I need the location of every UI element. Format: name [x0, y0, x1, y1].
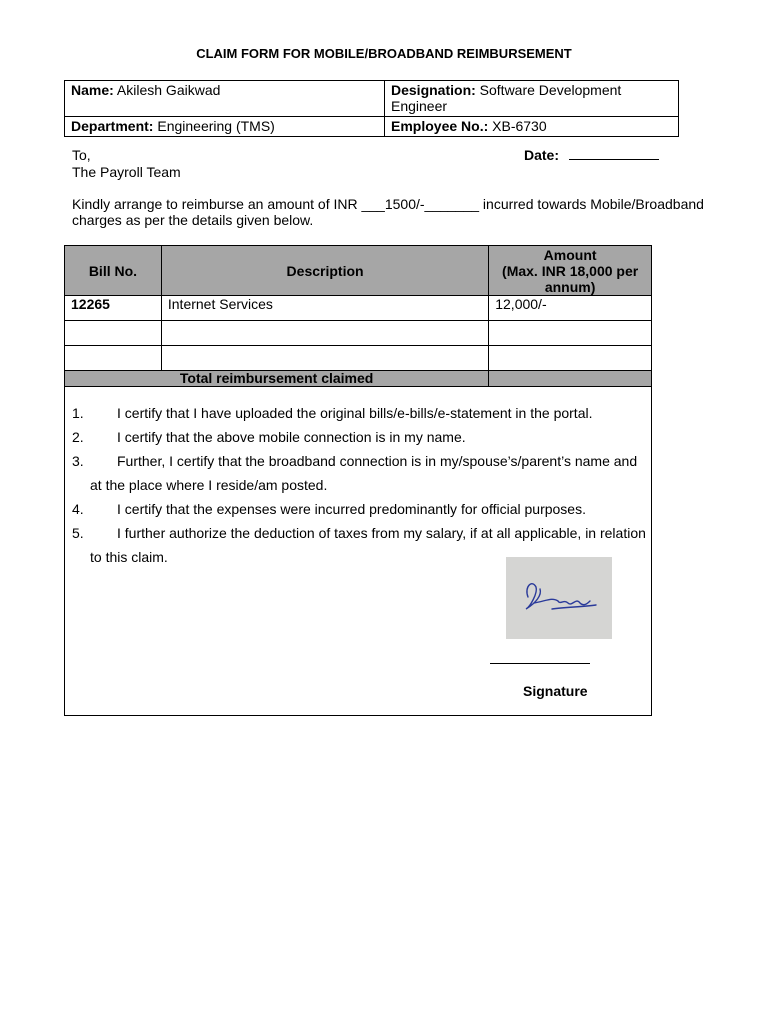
item-number: 2.: [72, 429, 84, 445]
list-item: [72, 497, 647, 521]
list-item: [72, 449, 647, 497]
header-amount-line1: Amount: [543, 246, 597, 263]
employee-no-cell: [385, 117, 679, 137]
description-cell: [161, 346, 488, 371]
designation-label: Designation:: [391, 82, 476, 98]
recipient: The Payroll Team: [72, 164, 181, 180]
bills-table: [64, 245, 652, 387]
item-text: I further authorize the deduction of taxes from my salary, if at all applicable, in relation: [117, 525, 646, 541]
table-row: [65, 321, 652, 346]
description-cell: Internet Services: [161, 296, 488, 321]
item-continuation: at the place where I reside/am posted.: [90, 477, 328, 493]
to-label: To,: [72, 147, 91, 163]
addressee-block: [72, 147, 181, 181]
bill-no-cell: 12265: [65, 296, 162, 321]
total-label: Total reimbursement claimed: [65, 371, 489, 387]
date-field: [524, 147, 659, 163]
signature-line: [490, 663, 590, 664]
header-amount-line2: (Max. INR 18,000 per annum): [502, 262, 639, 295]
declaration-box: [64, 386, 652, 716]
name-value: Akilesh Gaikwad: [113, 82, 221, 98]
bill-no-cell: [65, 321, 162, 346]
name-cell: [65, 81, 385, 117]
signature-image: [506, 557, 612, 639]
employee-no-value: XB-6730: [488, 118, 547, 134]
designation-cell: [385, 81, 679, 117]
department-label: Department:: [71, 118, 154, 134]
header-amount: [489, 246, 652, 296]
item-text: I certify that the expenses were incurred predominantly for official purposes.: [117, 501, 586, 517]
department-value: Engineering (TMS): [153, 118, 275, 134]
item-text: I certify that I have uploaded the original bills/e-bills/e-statement in the portal.: [117, 405, 593, 421]
designation-value: Software Development Engineer: [391, 82, 622, 114]
intro-paragraph: Kindly arrange to reimburse an amount of INR ___1500/-_______ incurred towards Mobile/Broadband charges as per the details given below.: [72, 196, 704, 228]
employee-no-label: Employee No.:: [391, 118, 489, 134]
bill-no-cell: [65, 346, 162, 371]
employee-info-table: [64, 80, 679, 137]
date-label: Date:: [524, 147, 560, 163]
total-row: [65, 371, 652, 387]
item-text: I certify that the above mobile connection is in my name.: [117, 429, 466, 445]
item-number: 1.: [72, 405, 84, 421]
description-cell: [161, 321, 488, 346]
header-bill-no: Bill No.: [65, 246, 162, 296]
department-cell: [65, 117, 385, 137]
amount-cell: 12,000/-: [489, 296, 652, 321]
item-number: 5.: [72, 525, 84, 541]
table-row: [65, 346, 652, 371]
item-text: Further, I certify that the broadband connection is in my/spouse’s/parent’s name and: [117, 453, 638, 469]
name-label: Name:: [71, 82, 114, 98]
item-continuation: to this claim.: [90, 549, 168, 565]
item-number: 4.: [72, 501, 84, 517]
table-row: [65, 296, 652, 321]
signature-label: Signature: [523, 683, 588, 699]
amount-cell: [489, 346, 652, 371]
bills-header-row: [65, 246, 652, 296]
handwritten-signature: [506, 557, 612, 639]
total-value: [489, 371, 652, 387]
amount-cell: [489, 321, 652, 346]
date-blank-line[interactable]: [569, 148, 659, 160]
list-item: [72, 425, 647, 449]
list-item: [72, 401, 647, 425]
header-description: Description: [161, 246, 488, 296]
item-number: 3.: [72, 453, 84, 469]
declaration-list: [72, 401, 647, 569]
form-title: CLAIM FORM FOR MOBILE/BROADBAND REIMBURSEMENT: [196, 46, 572, 61]
